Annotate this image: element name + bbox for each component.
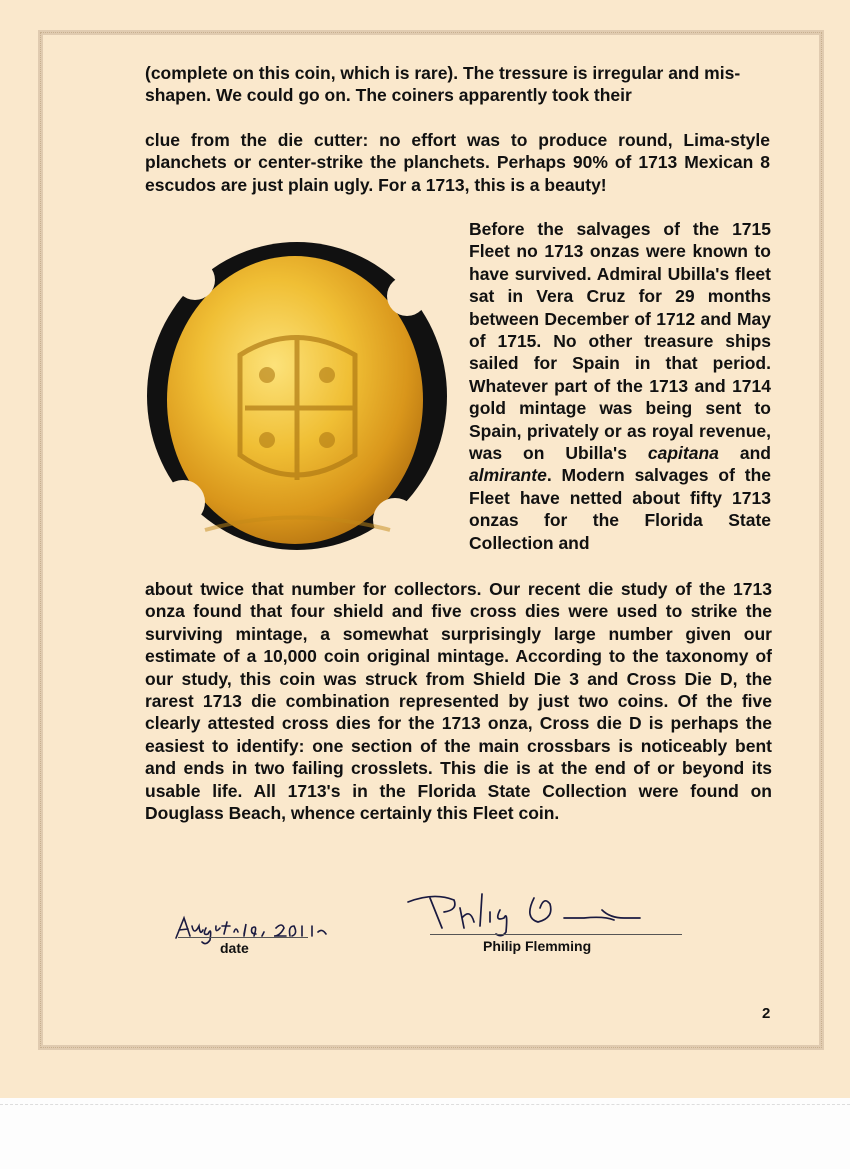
date-label: date: [220, 940, 249, 956]
italic-capitana: capitana: [647, 443, 719, 464]
paragraph-continuation: (complete on this coin, which is rare). The tressure is irregular and mis-shapen. We could go on. The coiners apparently took their: [145, 63, 741, 106]
italic-almirante: almirante: [469, 465, 547, 486]
scan-margin: [0, 1098, 850, 1169]
paragraph-salvages-part-c: . Modern salvages of the Fleet have netted about fifty 1713 onzas for the Florida State Collection and: [469, 465, 771, 553]
page-number: 2: [762, 1005, 771, 1022]
paragraph-die-study: about twice that number for collectors. Our recent die study of the 1713 onza found that four shield and five cross dies were used to strike the surviving mintage, a somewhat surprisingly large number given our estimate of a 10,000 coin original mintage. According to the taxonomy of our study, this coin was struck from Shield Die 3 and Cross Die D, the rarest 1713 die combination represented by just two coins. Of the five clearly attested cross dies for the 1713 onza, Cross die D is perhaps the easiest to identify: one section of the main crossbars is noticeably bent and ends in two failing crosslets. This die is at the end of or beyond its usable life. All 1713's in the Florida State Collection were found on Douglass Beach, whence certainly this Fleet coin.: [145, 579, 772, 824]
signature: [404, 888, 644, 938]
date-line: [178, 937, 308, 938]
signer-name: Philip Flemming: [483, 938, 592, 954]
handwritten-date: [172, 912, 332, 946]
paragraph-salvages-part-a: Before the salvages of the 1715 Fleet no 1713 onzas were known to have survived. Admiral Ubilla's fleet sat in Vera Cruz for 29 months between December of 1712 and May of 1715. No other treasure ships sailed for Spain in that period. Whatever part of the 1713 and 1714 gold mintage was being sent to Spain, privately or as royal revenue, was on Ubilla's: [469, 219, 771, 464]
coin-photo: [145, 240, 450, 552]
paragraph-die-cutter: clue from the die cutter: no effort was to produce round, Lima-style planchets or center-strike the planchets. Perhaps 90% of 1713 Mexican 8 escudos are just plain ugly. For a 1713, this is a beauty!: [145, 130, 770, 195]
paragraph-salvages: [469, 218, 771, 554]
paragraph-salvages-part-b: and: [718, 443, 771, 464]
signature-line: [430, 934, 682, 935]
